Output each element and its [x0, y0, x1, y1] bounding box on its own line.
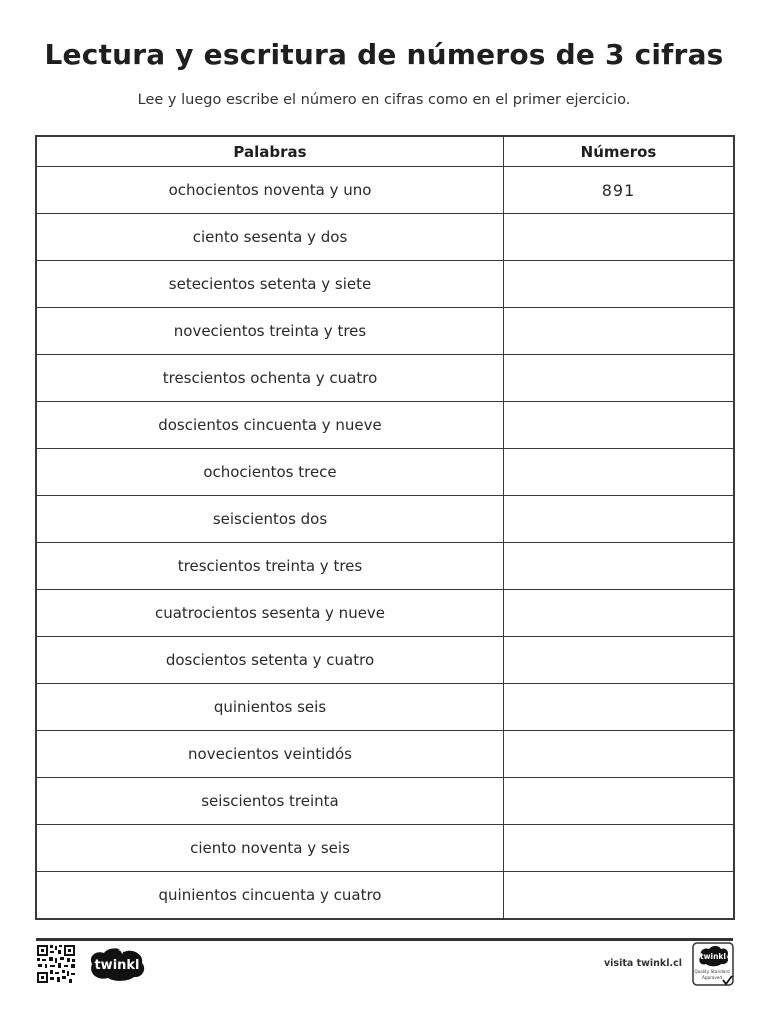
table-row: [37, 308, 734, 355]
page-title: Lectura y escritura de números de 3 cifras: [44, 38, 724, 71]
number-cell[interactable]: [504, 496, 734, 543]
number-cell[interactable]: [504, 402, 734, 449]
table-row: [37, 261, 734, 308]
footer-divider: [36, 938, 733, 941]
quality-standard-badge-icon: [692, 942, 734, 986]
table-row: [37, 590, 734, 637]
table-row: [37, 214, 734, 261]
words-cell: ciento sesenta y dos: [37, 214, 504, 261]
table-row: [37, 402, 734, 449]
worksheet-table: [36, 136, 734, 919]
table-row: [37, 167, 734, 214]
number-cell[interactable]: [504, 731, 734, 778]
words-cell: ochocientos noventa y uno: [37, 167, 504, 214]
badge-logo-text: twinkl: [700, 952, 726, 961]
badge-caption-1: Quality Standard: [694, 969, 730, 974]
table-row: [37, 731, 734, 778]
number-cell[interactable]: [504, 449, 734, 496]
words-cell: quinientos cincuenta y cuatro: [37, 872, 504, 919]
words-cell: doscientos setenta y cuatro: [37, 637, 504, 684]
words-cell: doscientos cincuenta y nueve: [37, 402, 504, 449]
words-cell: seiscientos dos: [37, 496, 504, 543]
number-cell[interactable]: [504, 590, 734, 637]
words-cell: setecientos setenta y siete: [37, 261, 504, 308]
number-cell[interactable]: [504, 825, 734, 872]
column-header-numbers: Números: [504, 137, 734, 167]
table-row: [37, 496, 734, 543]
table-row: [37, 872, 734, 919]
column-header-words: Palabras: [37, 137, 504, 167]
website-link[interactable]: visita twinkl.cl: [603, 958, 682, 969]
badge-caption-2: Approved: [701, 975, 723, 980]
words-cell: seiscientos treinta: [37, 778, 504, 825]
number-cell[interactable]: [504, 261, 734, 308]
number-cell[interactable]: [504, 872, 734, 919]
number-cell[interactable]: [504, 308, 734, 355]
table-row: [37, 355, 734, 402]
words-cell: ciento noventa y seis: [37, 825, 504, 872]
table-row: [37, 825, 734, 872]
words-cell: novecientos treinta y tres: [37, 308, 504, 355]
number-cell[interactable]: 891: [504, 167, 734, 214]
table-row: [37, 637, 734, 684]
words-cell: novecientos veintidós: [37, 731, 504, 778]
table-row: [37, 778, 734, 825]
number-cell[interactable]: [504, 214, 734, 261]
number-cell[interactable]: [504, 637, 734, 684]
words-cell: trescientos treinta y tres: [37, 543, 504, 590]
table-header-row: [37, 137, 734, 167]
number-cell[interactable]: [504, 684, 734, 731]
words-cell: cuatrocientos sesenta y nueve: [37, 590, 504, 637]
instructions-text: Lee y luego escribe el número en cifras como en el primer ejercicio.: [137, 92, 631, 108]
twinkl-logo-icon[interactable]: [86, 946, 148, 982]
table-row: [37, 543, 734, 590]
qr-code-icon[interactable]: [36, 944, 76, 984]
number-cell[interactable]: [504, 543, 734, 590]
words-cell: trescientos ochenta y cuatro: [37, 355, 504, 402]
number-cell[interactable]: [504, 355, 734, 402]
table-row: [37, 684, 734, 731]
twinkl-logo-text: twinkl: [94, 958, 140, 973]
number-cell[interactable]: [504, 778, 734, 825]
words-cell: ochocientos trece: [37, 449, 504, 496]
table-row: [37, 449, 734, 496]
words-cell: quinientos seis: [37, 684, 504, 731]
